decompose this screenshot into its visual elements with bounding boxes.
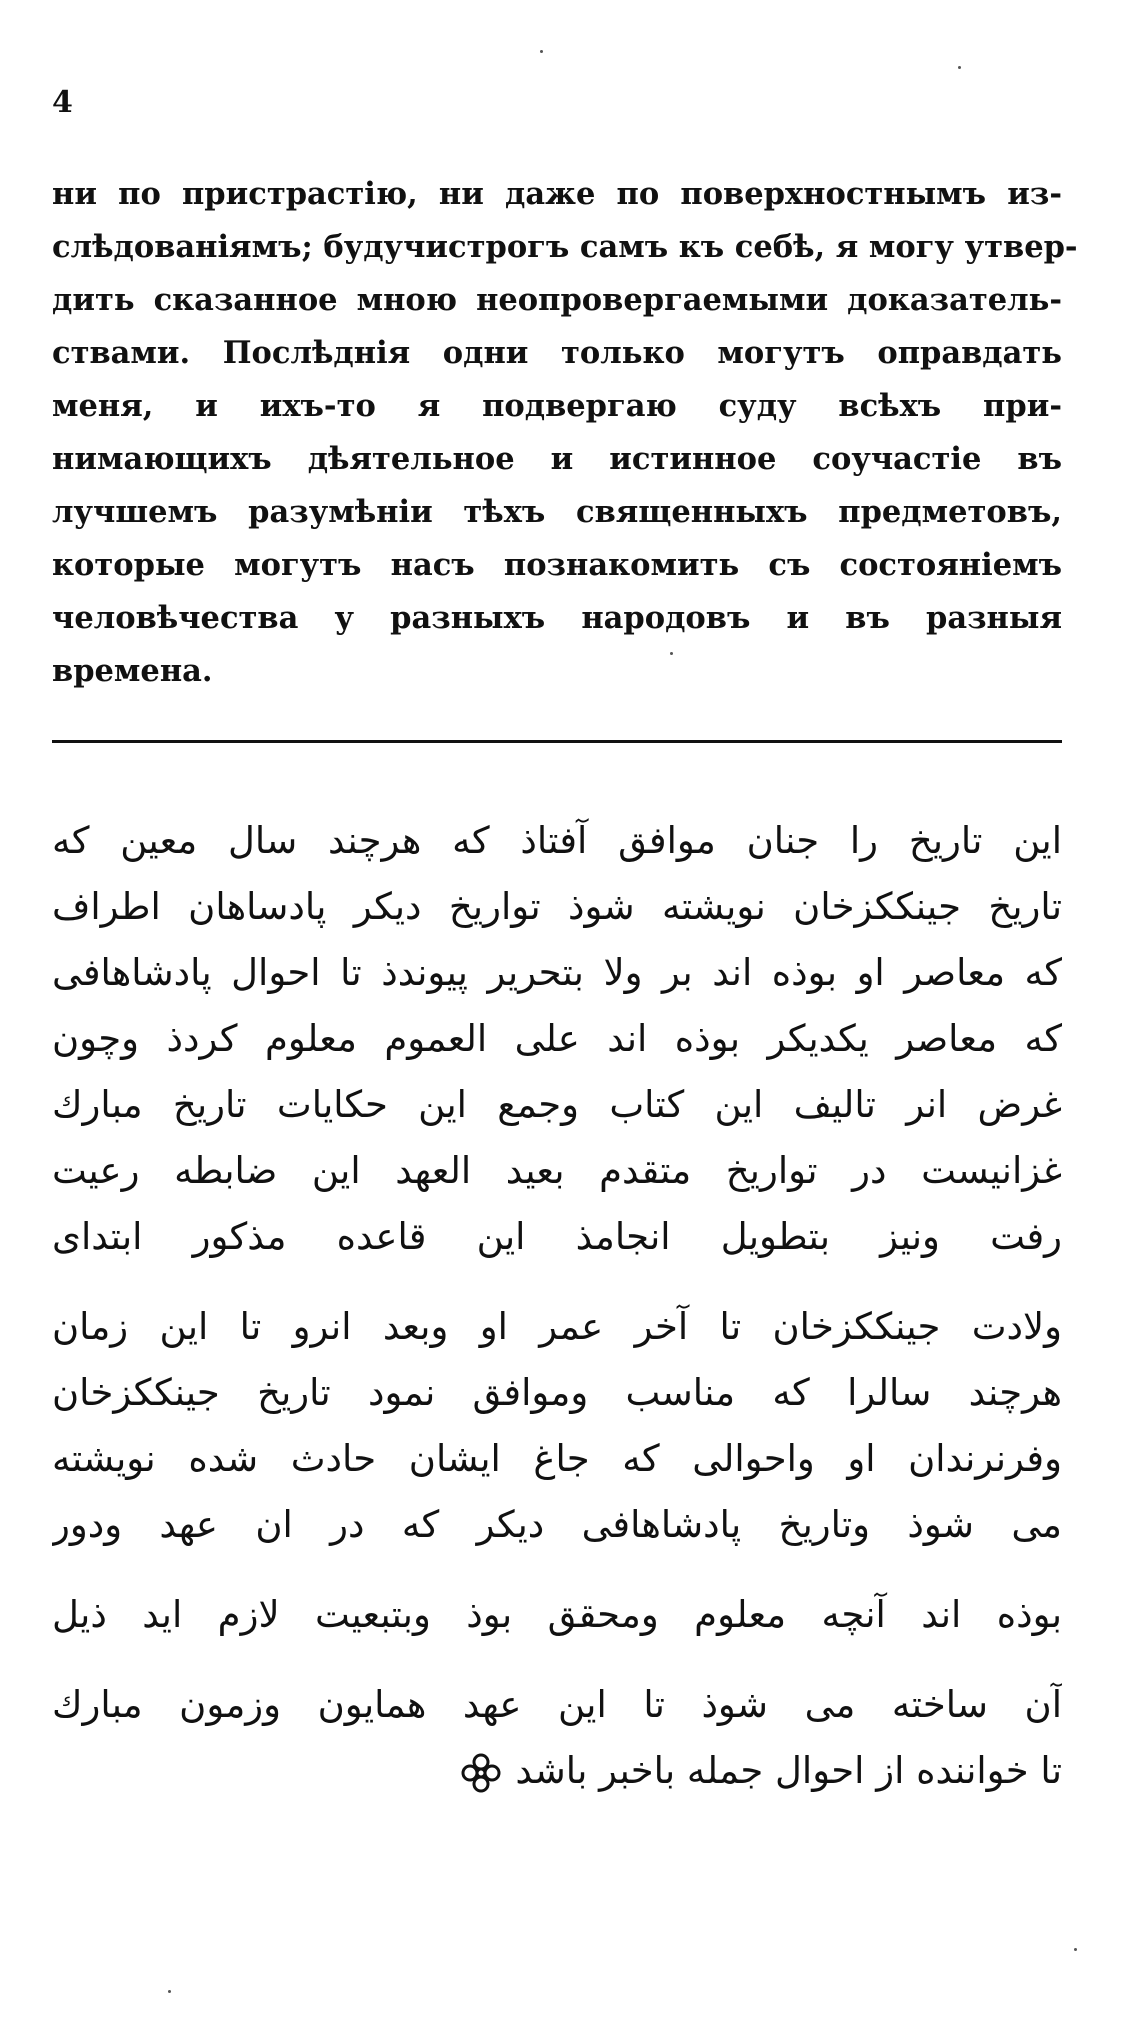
flower-icon — [459, 1751, 503, 1795]
page-number: 4 — [52, 85, 73, 120]
text-line: ствами. Послѣднія одни только могутъ оправдать — [52, 335, 1062, 371]
text-line: меня, и ихъ-то я подвергаю суду всѣхъ при- — [52, 388, 1062, 424]
text-line: нимающихъ дѣятельное и истинное соучастіе въ — [52, 441, 1062, 477]
text-line: آن ساخته می شوذ تا این عهد همایون وزمون مبارك — [52, 1683, 1062, 1726]
text-line: которые могутъ насъ познакомить съ состояніемъ — [52, 547, 1062, 583]
text-line: می شوذ وتاریخ پادشاهافی دیکر که در ان عهد ودور — [52, 1503, 1062, 1546]
text-line: времена. — [52, 653, 213, 689]
text-line: بوذه اند آنچه معلوم ومحقق بوذ وبتبعیت لازم اید ذیل — [52, 1593, 1062, 1636]
text-line: слѣдованіямъ; будучистрогъ самъ къ себѣ, я могу утвер- — [52, 229, 1078, 265]
text-line: человѣчества у разныхъ народовъ и въ разныя — [52, 600, 1062, 636]
final-line-text: تا خواننده از احوال جمله باخبر باشد — [515, 1749, 1062, 1792]
text-line: وفرنرندان او واحوالی که جاغ ایشان حادث شده نویشته — [52, 1437, 1062, 1480]
text-line: ولادت جینککزخان تا آخر عمر او وبعد انرو تا این زمان — [52, 1305, 1062, 1348]
scan-speck — [168, 1990, 171, 1993]
text-line: ни по пристрастію, ни даже по поверхностнымъ из- — [52, 176, 1062, 212]
text-line: лучшемъ разумѣніи тѣхъ священныхъ предметовъ, — [52, 494, 1062, 530]
scan-speck — [540, 50, 543, 53]
text-line: هرچند سالرا که مناسب وموافق نمود تاریخ جینککزخان — [52, 1371, 1062, 1414]
text-line: این تاریخ را جنان موافق آفتاذ که هرچند سال معین که — [52, 819, 1062, 862]
text-line: تاریخ جینککزخان نویشته شوذ تواریخ دیکر پادساهان اطراف — [52, 885, 1062, 928]
scan-speck — [670, 652, 673, 655]
russian-paragraph — [52, 168, 1078, 698]
scan-speck — [1074, 1948, 1077, 1951]
text-line: غرض انر تالیف این کتاب وجمع این حکایات تاریخ مبارك — [52, 1083, 1062, 1126]
text-line: غزانیست در تواریخ متقدم بعید العهد این ضابطه رعیت — [52, 1149, 1062, 1192]
persian-paragraph — [52, 808, 1062, 1804]
text-line: که معاصر یکدیکر بوذه اند علی العموم معلوم کردذ وچون — [52, 1017, 1062, 1060]
text-line: رفت ونیز بتطویل انجامذ این قاعده مذکور ابتدای — [52, 1215, 1062, 1258]
text-line: дить сказанное мною неопровергаемыми доказатель- — [52, 282, 1062, 318]
section-divider — [52, 740, 1062, 743]
final-line — [52, 1738, 1062, 1804]
scan-speck — [958, 66, 961, 69]
text-line: که معاصر او بوذه اند بر ولا بتحریر پیوندذ تا احوال پادشاهافی — [52, 951, 1062, 994]
